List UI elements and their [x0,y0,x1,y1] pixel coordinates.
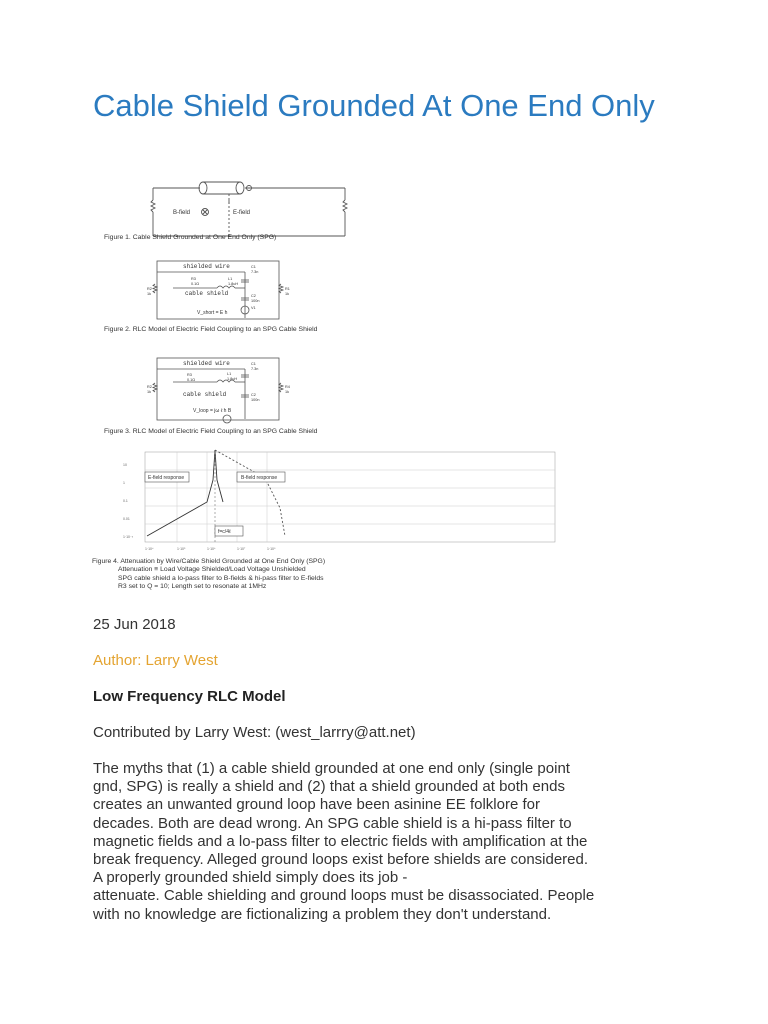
r3-value: 0.1Ω [191,282,200,286]
c1-label: C1 [251,362,256,366]
caption-line: SPG cable shield a lo-pass filter to B-fields & hi-pass filter to E-fields [118,574,324,582]
source-label: V_loop = jω ℓ h B [193,408,232,414]
caption-line: Attenuation ≡ Load Voltage Shielded/Load Voltage Unshielded [118,566,306,574]
c1-value: 7.3n [251,367,259,371]
figure-4-attenuation-plot [115,448,555,556]
body-line: The myths that (1) a cable shield grounded at one end only (single point [93,760,570,777]
x-tick: 1·10⁷ [237,547,246,551]
cable-shield-label: cable shield [183,391,227,398]
source-label: V_short = E h [197,310,228,316]
r4-value: 1k [285,390,290,394]
figure-3-caption: Figure 3. RLC Model of Electric Field Coupling to an SPG Cable Shield [104,428,318,435]
r1-value: 1k [285,292,290,296]
body-paragraph [93,760,733,924]
figure-3-schematic [145,355,295,425]
y-tick: 0.1 [123,499,128,503]
r3-label: R3 [191,277,196,281]
page-title: Cable Shield Grounded At One End Only [93,88,655,123]
shielded-wire-label: shielded wire [183,263,230,270]
body-line: gnd, SPG) is really a shield and (2) that a shield grounded at both ends [93,778,565,796]
r2-label: R2 [147,385,152,389]
contributor-line: Contributed by Larry West: (west_larrry@att.net) [93,724,416,741]
c1-value: 7.3n [251,270,259,274]
y-tick: 1·10⁻³ [123,535,134,539]
figure-2-caption: Figure 2. RLC Model of Electric Field Coupling to an SPG Cable Shield [104,326,318,333]
figure-2-rlc-schematic [145,258,295,322]
x-tick: 1·10⁵ [177,547,186,551]
body-line: with no knowledge are fictionalizing a problem they don't understand. [93,905,552,923]
figure-2-schematic [145,258,295,322]
body-line: attenuate. Cable shielding and ground loops must be disassociated. People [93,887,595,905]
b-field-response-label: B-field response [241,475,278,481]
body-line: magnetic fields and a lo-pass filter to electric fields with amplification at the [93,832,588,850]
author-line: Author: Larry West [93,652,218,669]
c2-value: 100n [251,299,260,303]
c2-label: C2 [251,294,256,298]
publish-date: 25 Jun 2018 [93,616,176,633]
resonance-label: f=c/4ℓ [218,529,231,535]
c2-value: 100n [251,398,260,402]
r4-label: R4 [285,385,290,389]
body-line: creates an unwanted ground loop have been asinine EE folklore for [93,796,540,814]
shielded-wire-label: shielded wire [183,360,230,367]
x-tick: 1·10⁸ [267,547,276,551]
r2-value: 1k [147,390,152,394]
body-line: decades. Both are dead wrong. An SPG cable shield is a hi-pass filter to [93,814,572,832]
l1-label: L1 [227,372,232,376]
figure-1-caption: Figure 1. Cable Shield Grounded at One End Only (SPG) [104,234,277,241]
r3-label: R3 [187,373,192,377]
l1-value: 1.8uH [227,377,238,381]
cable-shield-label: cable shield [185,290,229,297]
figure-3-rlc-schematic [145,355,295,425]
l1-value: 1.8uH [228,282,239,286]
l1-label: L1 [228,277,233,281]
x-tick: 1·10⁴ [145,547,154,551]
r1-label: R1 [285,287,290,291]
body-line: A properly grounded shield simply does its job - [93,869,408,887]
c1-label: C1 [251,265,256,269]
body-line: break frequency. Alleged ground loops exist before shields are considered. [93,851,589,869]
e-field-response-label: E-field response [148,475,185,481]
y-tick: 1 [123,481,125,485]
section-heading: Low Frequency RLC Model [93,688,286,705]
b-field-label: B-field [173,210,191,216]
y-tick: 10 [123,463,127,467]
caption-line: R3 set to Q = 10; Length set to resonate at 1MHz [118,583,267,591]
v1-label: V1 [251,306,256,310]
figure-4-caption [92,558,325,592]
r2-label: R2 [147,287,152,291]
c2-label: C2 [251,393,256,397]
caption-line: Figure 4. Attenuation by Wire/Cable Shield Grounded at One End Only (SPG) [92,558,326,565]
x-tick: 1·10⁶ [207,547,216,551]
figure-4-chart [115,448,555,556]
r3-value: 0.1Ω [187,378,196,382]
y-tick: 0.01 [123,517,130,521]
r2-value: 1k [147,292,152,296]
e-field-label: E-field [233,210,251,216]
